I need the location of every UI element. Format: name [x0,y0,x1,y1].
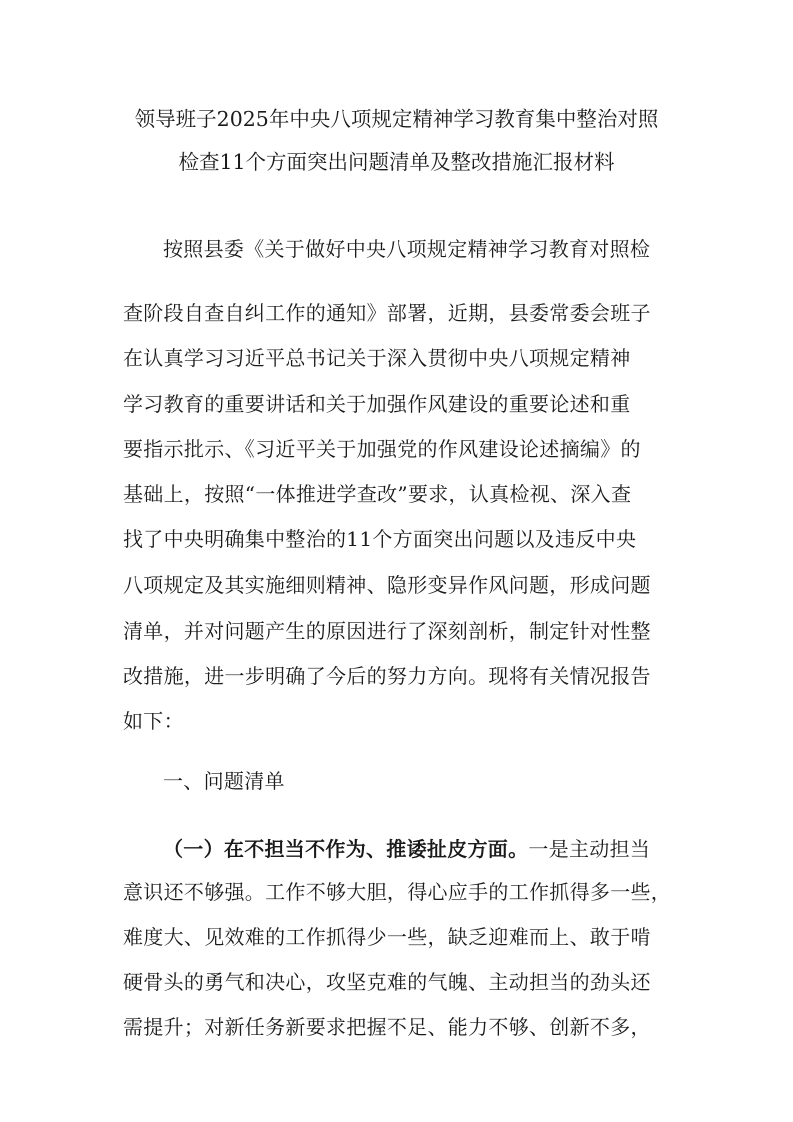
intro-line: 要指示批示、《习近平关于加强党的作风建设论述摘编》的 [123,437,641,461]
intro-line: 查阶段自查自纠工作的通知》部署，近期，县委常委会班子 [123,301,651,325]
subsection-line: 硬骨头的勇气和决心，攻坚克难的气魄、主动担当的劲头还 [123,970,651,994]
subsection-first-line [163,836,650,862]
intro-line: 如下： [123,709,184,733]
document-title [80,98,713,184]
subsection-first-line-rest: 一是主动担当 [528,837,651,861]
subsection-line: 需提升；对新任务新要求把握不足、能力不够、创新不多， [123,1015,651,1039]
title-line-1: 领导班子2025年中央八项规定精神学习教育集中整治对照 [134,107,659,131]
intro-line: 清单，并对问题产生的原因进行了深刻剖析，制定针对性整 [123,619,651,643]
subsection-line: 难度大、见效难的工作抓得少一些，缺乏迎难而上、敢于啃 [123,925,651,949]
intro-line: 基础上，按照“一体推进学查改”要求，认真检视、深入查 [123,482,632,506]
intro-line: 学习教育的重要讲话和关于加强作风建设的重要论述和重 [123,392,631,416]
intro-line: 改措施，进一步明确了今后的努力方向。现将有关情况报告 [123,664,651,688]
intro-line: 八项规定及其实施细则精神、隐形变异作风问题，形成问题 [123,573,651,597]
intro-line: 按照县委《关于做好中央八项规定精神学习教育对照检 [163,237,651,261]
intro-line: 找了中央明确集中整治的11个方面突出问题以及违反中央 [123,527,637,551]
subsection-line: 意识还不够强。工作不够大胆，得心应手的工作抓得多一些， [123,880,672,904]
section-heading: 一、问题清单 [163,769,285,793]
title-line-2: 检查11个方面突出问题清单及整改措施汇报材料 [178,150,615,174]
subsection-heading: （一）在不担当不作为、推诿扯皮方面。 [163,837,529,861]
intro-line: 在认真学习习近平总书记关于深入贯彻中央八项规定精神 [123,346,631,370]
